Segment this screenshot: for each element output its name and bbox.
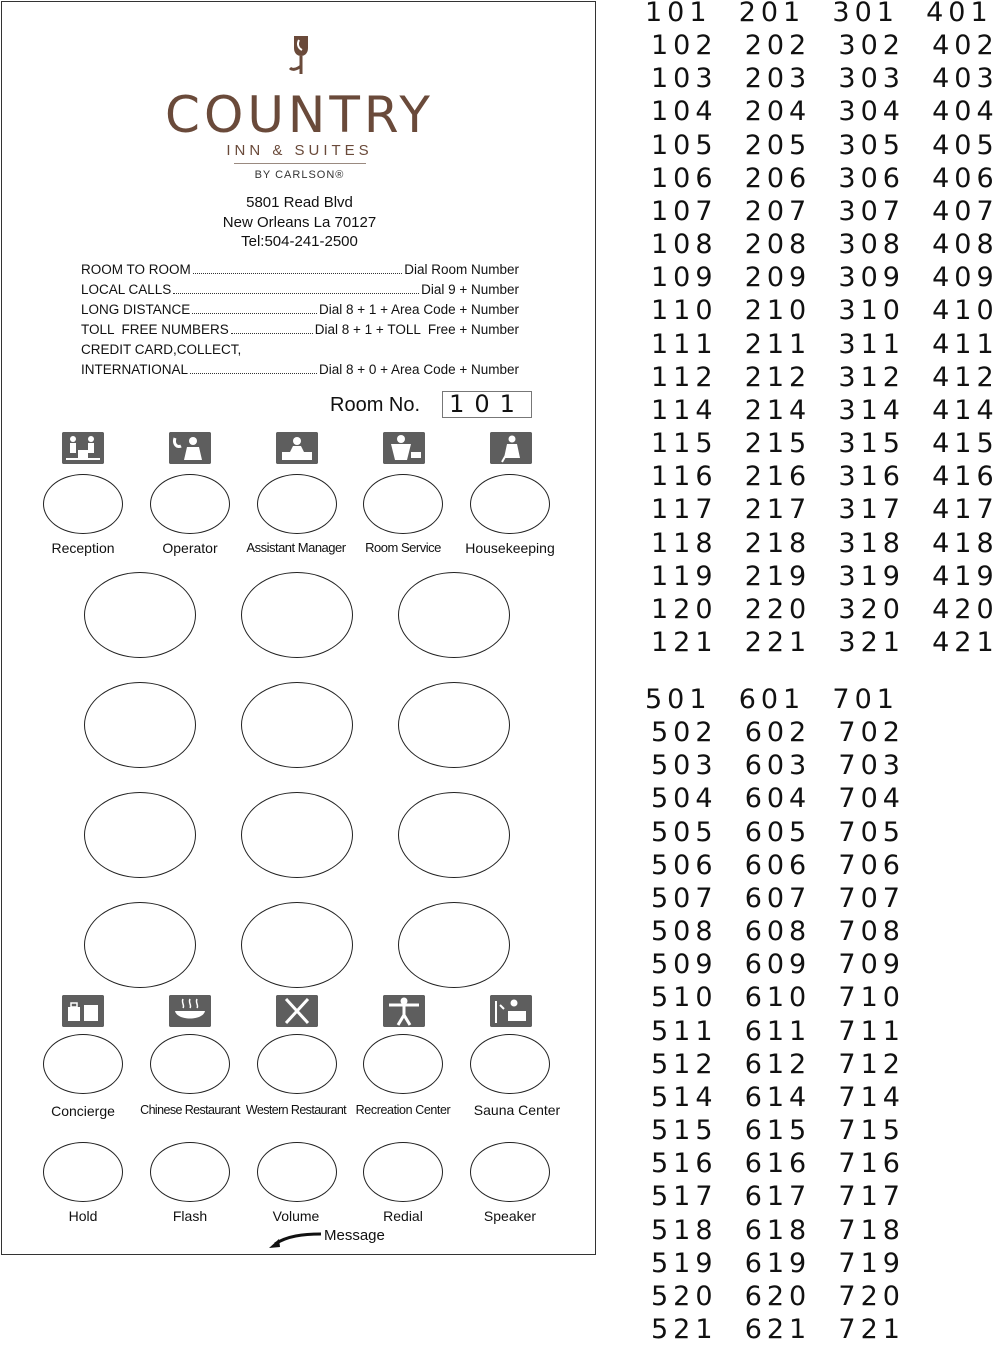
room-number-row: 120 220 320 420 [651,593,999,625]
dial-value: Dial 8 + 1 + Area Code + Number [319,302,519,317]
sauna-icon [490,995,532,1027]
room-number-row: 510 610 710 [651,982,905,1014]
brand-subtitle: INN & SUITES [226,142,373,159]
keypad-key[interactable] [398,902,510,988]
room-service-label: Room Service [365,540,441,555]
concierge-button[interactable] [43,1034,123,1094]
address-city: New Orleans La 70127 [222,214,377,231]
redial-label: Redial [383,1208,423,1224]
reception-icon [62,432,104,464]
flash-button[interactable] [150,1142,230,1202]
redial-button[interactable] [363,1142,443,1202]
keypad-key[interactable] [398,572,510,658]
reception-button[interactable] [43,474,123,534]
message-arrow-icon [267,1230,323,1250]
manager-icon [276,432,318,464]
dial-label: CREDIT CARD,COLLECT, [81,342,242,357]
keypad-key[interactable] [398,792,510,878]
dial-row-room-to-room [81,262,519,277]
room-number-row: 518 618 718 [651,1214,905,1246]
room-number-row: 506 606 706 [651,849,905,881]
room-number-row: 102 202 302 402 [651,30,999,62]
message-label: Message [324,1227,385,1244]
room-number-row: 502 602 702 [651,717,905,749]
speaker-label: Speaker [483,1208,537,1224]
western-restaurant-icon [276,995,318,1027]
room-number-row: 112 212 312 412 [651,361,999,393]
keypad-key[interactable] [84,682,196,768]
dial-value: Dial Room Number [404,262,519,277]
dial-value: Dial 9 + Number [421,282,519,297]
room-number-row: 517 617 717 [651,1181,905,1213]
operator-icon [169,432,211,464]
housekeeping-label: Housekeeping [465,540,555,556]
volume-label: Volume [272,1208,320,1224]
room-number-row: 519 619 719 [651,1247,905,1279]
dial-label: INTERNATIONAL [81,362,189,377]
room-number-row: 521 621 721 [651,1313,905,1345]
keypad-key[interactable] [241,792,353,878]
western-restaurant-button[interactable] [257,1034,337,1094]
housekeeping-button[interactable] [470,474,550,534]
chinese-restaurant-button[interactable] [150,1034,230,1094]
room-number-label: Room No. [330,394,421,416]
room-service-button[interactable] [363,474,443,534]
room-number-row: 108 208 308 408 [651,229,999,261]
room-number-row: 107 207 307 407 [651,195,999,227]
dial-value: Dial 8 + 1 + TOLL Free + Number [314,322,519,337]
room-number-row: 101 201 301 401 [645,0,993,28]
dial-label: LONG DISTANCE [81,302,191,317]
room-number-row: 115 215 315 415 [651,428,999,460]
recreation-icon [383,995,425,1027]
room-number-row: 116 216 316 416 [651,461,999,493]
room-number-row: 103 203 303 403 [651,63,999,95]
hold-label: Hold [68,1208,98,1224]
room-number-list-bottom [645,683,905,1346]
dial-row-credit-card [81,342,519,357]
room-number-row: 110 210 310 410 [651,295,999,327]
room-number-row: 109 209 309 409 [651,262,999,294]
speaker-button[interactable] [470,1142,550,1202]
room-number-row: 514 614 714 [651,1081,905,1113]
brand-by-carlson: BY CARLSON® [254,169,345,181]
dial-label: LOCAL CALLS [81,282,172,297]
operator-label: Operator [162,540,218,556]
dial-row-long-distance [81,302,519,317]
dial-value: Dial 8 + 0 + Area Code + Number [319,362,519,377]
keypad-key[interactable] [84,572,196,658]
operator-button[interactable] [150,474,230,534]
keypad-key[interactable] [398,682,510,768]
room-number-row: 104 204 304 404 [651,96,999,128]
keypad-key[interactable] [241,572,353,658]
room-number-row: 512 612 712 [651,1048,905,1080]
room-number-row: 117 217 317 417 [651,494,999,526]
chinese-restaurant-label: Chinese Restaurant [140,1103,240,1117]
volume-button[interactable] [257,1142,337,1202]
room-number-row: 503 603 703 [651,750,905,782]
brand-name: COUNTRY [165,86,434,144]
room-number-row: 121 221 321 421 [651,626,999,658]
assistant-manager-button[interactable] [257,474,337,534]
room-number-row: 111 211 311 411 [651,328,999,360]
room-number-row: 504 604 704 [651,783,905,815]
room-number-row: 114 214 314 414 [651,394,999,426]
keypad-key[interactable] [241,682,353,768]
room-number-row: 105 205 305 405 [651,129,999,161]
room-number-row: 501 601 701 [645,684,899,715]
room-number-row: 508 608 708 [651,916,905,948]
room-number-row: 118 218 318 418 [651,527,999,559]
concierge-label: Concierge [51,1103,115,1119]
dial-row-toll-free [81,322,519,337]
room-number-row: 516 616 716 [651,1148,905,1180]
concierge-icon [62,995,104,1027]
recreation-center-button[interactable] [363,1034,443,1094]
room-number-row: 515 615 715 [651,1115,905,1147]
keypad-key[interactable] [241,902,353,988]
western-restaurant-label: Western Restaurant [245,1103,347,1117]
room-number-row: 509 609 709 [651,949,905,981]
room-number-list-top [645,0,999,659]
dial-label: TOLL FREE NUMBERS [81,322,229,337]
address-tel: Tel:504-241-2500 [241,233,358,250]
keypad-key[interactable] [84,902,196,988]
leaf-logo-icon [286,34,316,78]
recreation-center-label: Recreation Center [355,1103,451,1117]
phone-faceplate-card [1,1,596,1255]
address-street: 5801 Read Blvd [246,194,353,211]
dial-row-local [81,282,519,297]
housekeeping-icon [490,432,532,464]
room-number-row: 505 605 705 [651,816,905,848]
dial-row-international [81,362,519,377]
chinese-restaurant-icon [169,995,211,1027]
hold-button[interactable] [43,1142,123,1202]
reception-label: Reception [51,540,115,556]
room-service-icon [383,432,425,464]
room-number-row: 507 607 707 [651,882,905,914]
brand-divider [234,163,366,164]
keypad-key[interactable] [84,792,196,878]
assistant-manager-label: Assistant Manager [246,540,346,555]
room-number-row: 119 219 319 419 [651,560,999,592]
room-number-row: 520 620 720 [651,1280,905,1312]
dial-label: ROOM TO ROOM [81,262,191,277]
sauna-center-button[interactable] [470,1034,550,1094]
room-number-row: 106 206 306 406 [651,162,999,194]
room-number-row: 511 611 711 [651,1015,905,1047]
sauna-center-label: Sauna Center [473,1102,561,1118]
flash-label: Flash [172,1208,208,1224]
room-number-field: 101 [442,391,532,418]
